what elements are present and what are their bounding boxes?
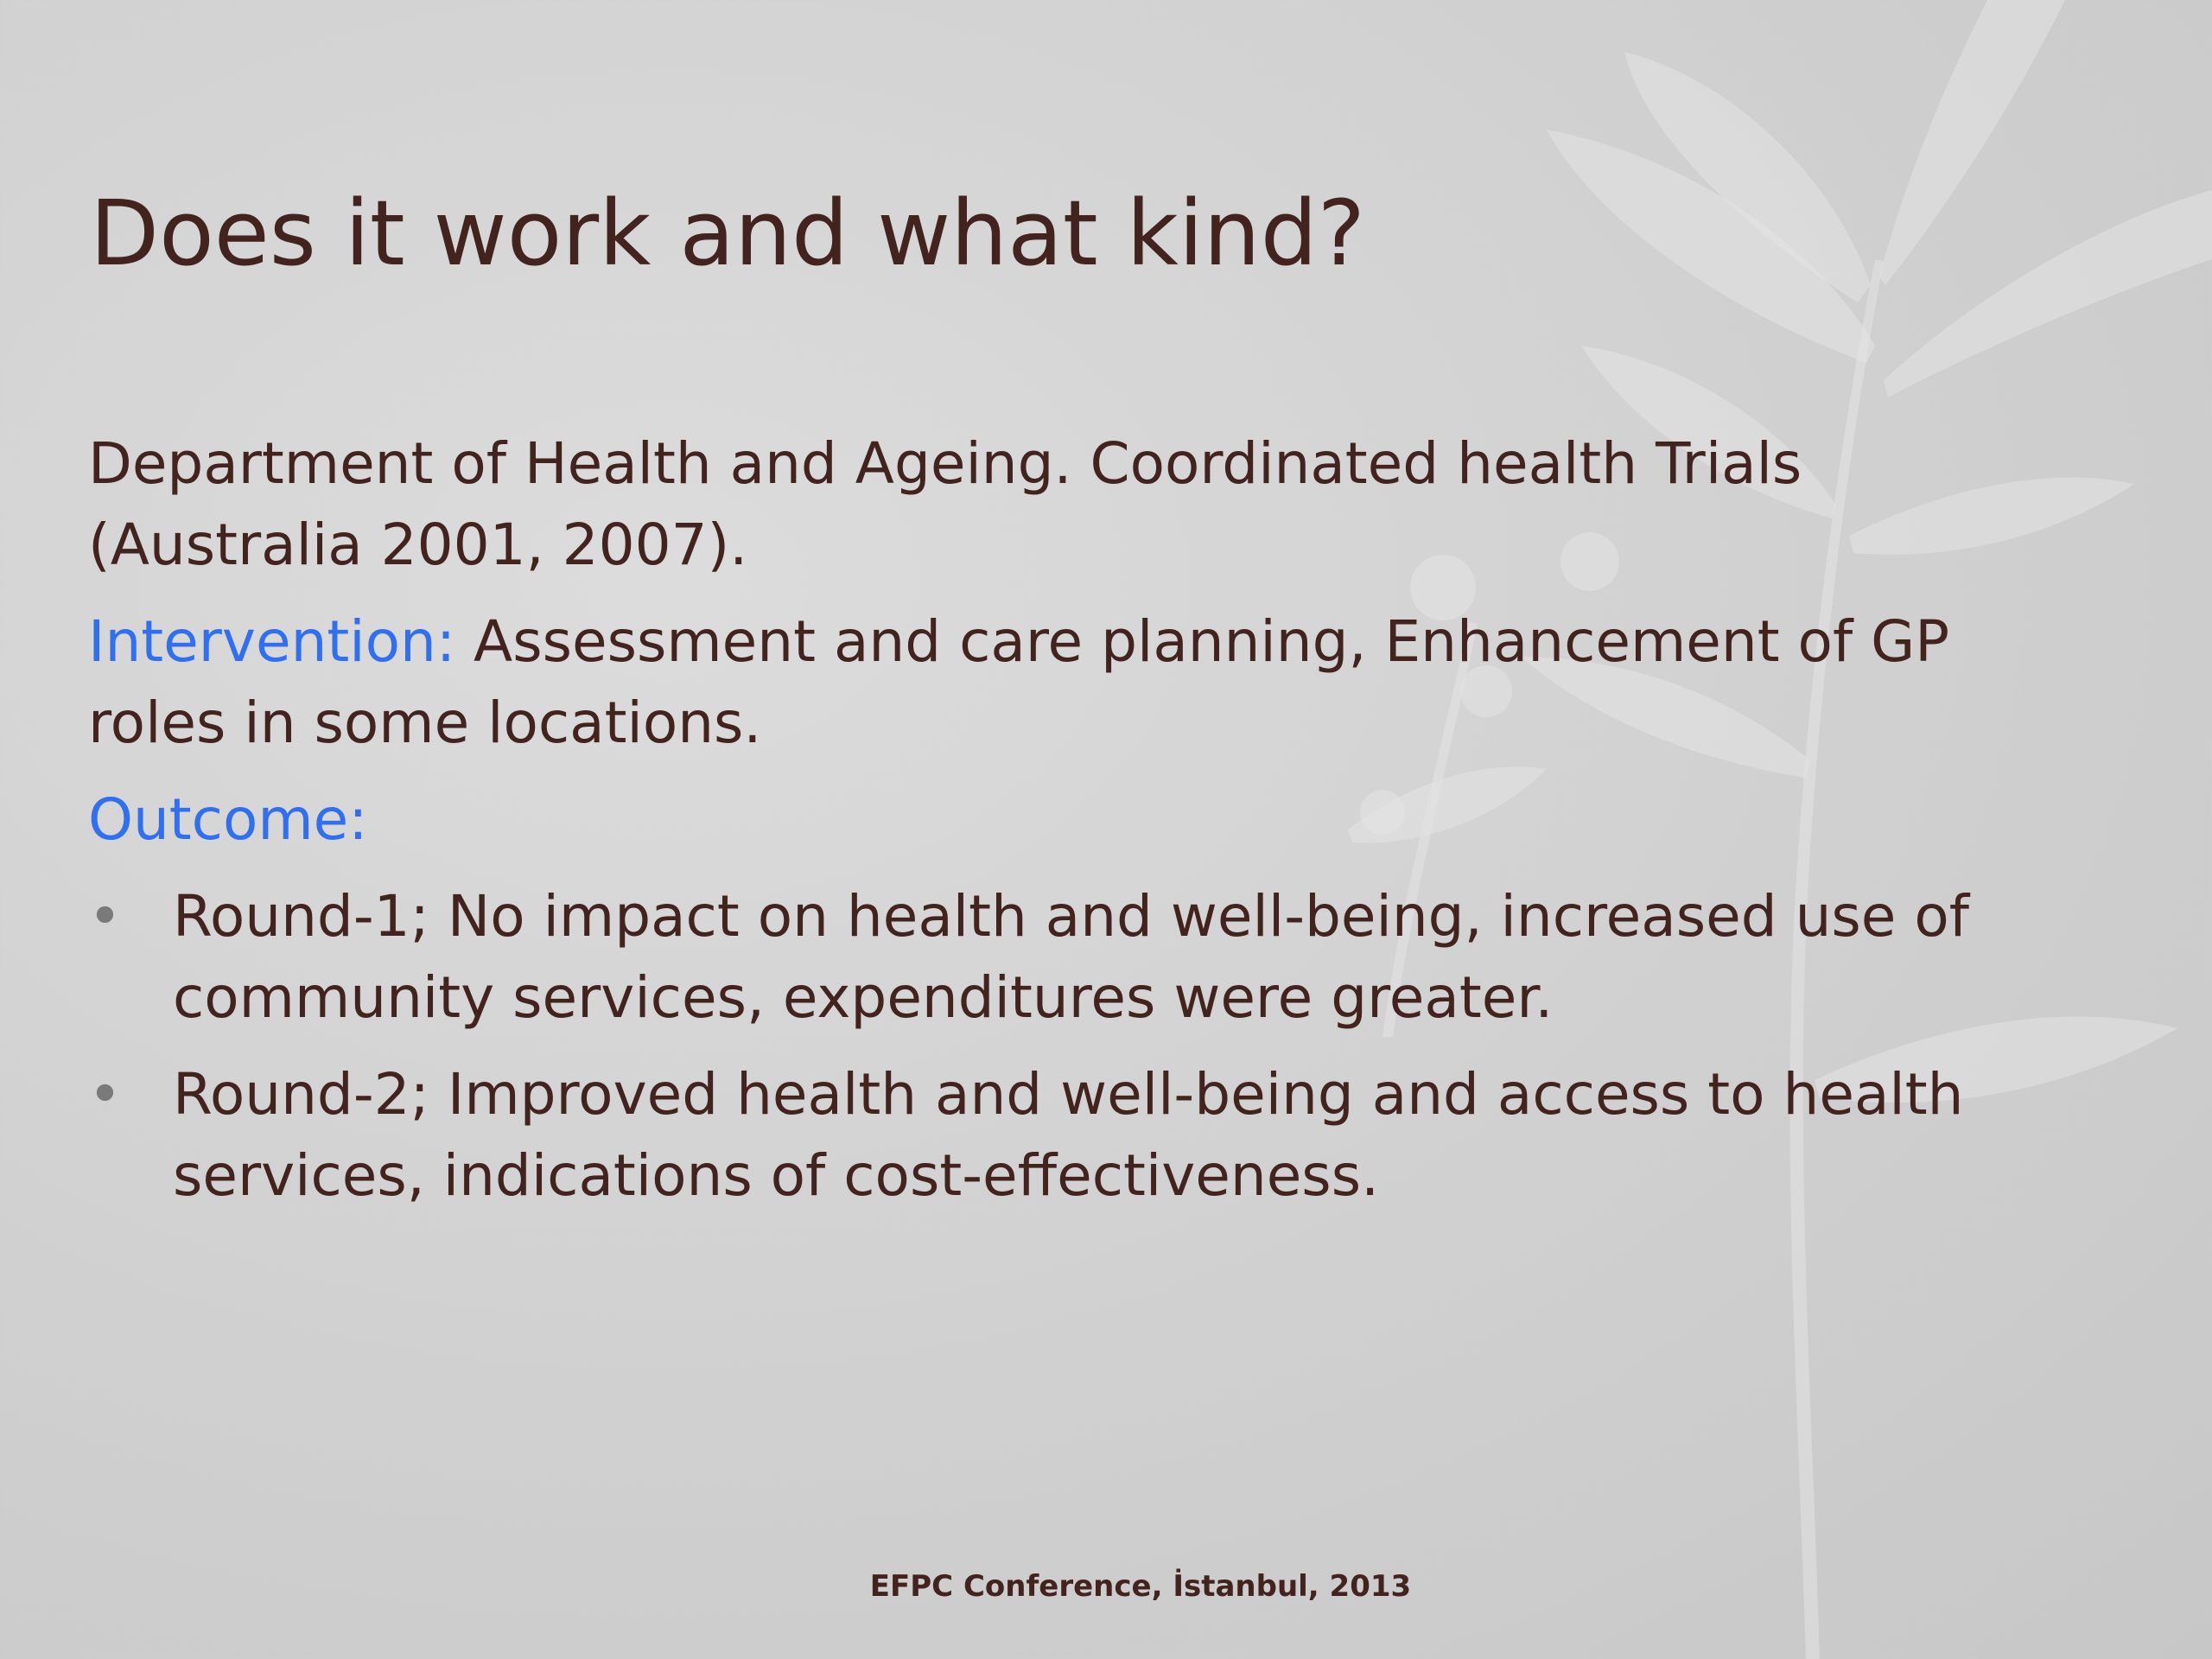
leaf-shape-2 <box>1879 0 2065 285</box>
outcome-label: Outcome: <box>88 786 368 853</box>
outcome-list <box>88 876 2024 1217</box>
intervention-label: Intervention: <box>88 608 456 675</box>
slide-body <box>88 423 2024 1232</box>
list-item <box>88 876 2024 1039</box>
outcome-round-1: Round-1; No impact on health and well-being, increased use of community services, expenditures were greater. <box>173 883 1969 1031</box>
source-citation: Department of Health and Ageing. Coordinated health Trials (Australia 2001, 2007). <box>88 430 1802 578</box>
leaf-shape-4 <box>1884 190 2212 397</box>
outcome-round-2: Round-2; Improved health and well-being and access to health services, indications of cost-effectiveness. <box>173 1061 1964 1209</box>
slide-title: Does it work and what kind? <box>90 181 1365 286</box>
intervention-paragraph <box>88 601 2024 764</box>
slide-footer: EFPC Conference, İstanbul, 2013 <box>869 1569 1412 1604</box>
list-item <box>88 1054 2024 1217</box>
bullet-icon: • <box>88 883 122 950</box>
bullet-icon: • <box>88 1061 122 1128</box>
intervention-text: Assessment and care planning, Enhancement of GP roles in some locations. <box>88 608 1950 756</box>
